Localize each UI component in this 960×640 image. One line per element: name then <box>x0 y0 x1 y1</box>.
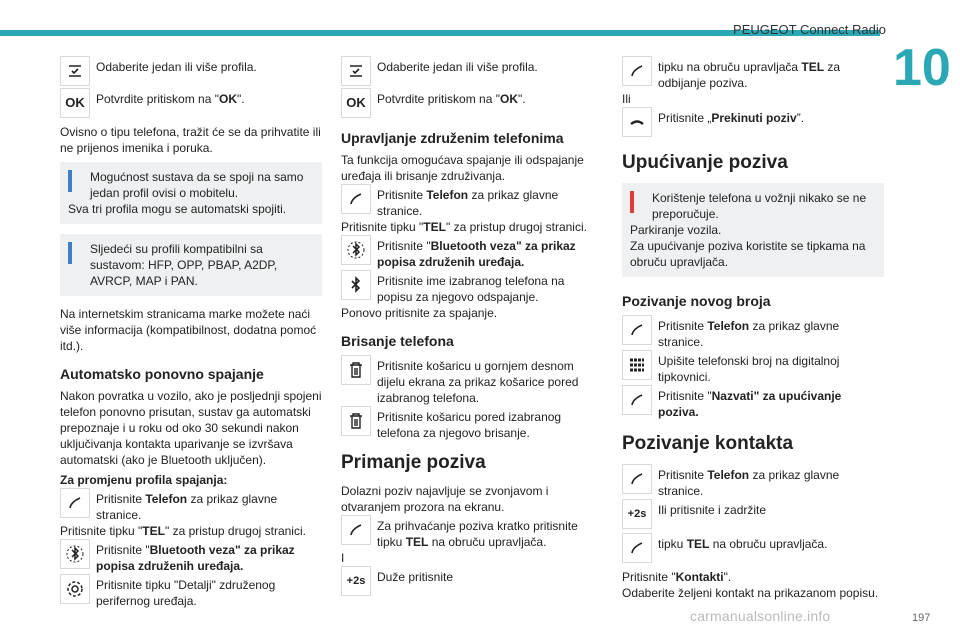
instruction-keypad <box>622 350 884 385</box>
section-heading: Brisanje telefona <box>341 333 454 349</box>
ok-icon: OK <box>341 88 371 118</box>
instruction-telefon <box>622 464 884 499</box>
instruction-hang-up <box>622 107 884 137</box>
instruction-text: Pritisnite „Prekinuti poziv”. <box>658 111 805 125</box>
instruction-text: tipku TEL na obruču upravljača. <box>658 537 828 551</box>
instruction-text: Ili pritisnite i zadržite <box>658 503 767 517</box>
paragraph: Pritisnite "Kontakti". <box>622 570 732 584</box>
instruction-text: Pritisnite "Bluetooth veza" za prikaz popisa združenih uređaja. <box>96 543 295 573</box>
instruction-details <box>60 574 322 609</box>
instruction-long-press <box>622 499 884 529</box>
instruction-text: Pritisnite ime izabranog telefona na popisu za njegovo odspajanje. <box>377 274 565 304</box>
instruction-call <box>622 385 884 420</box>
instruction-text: Potvrdite pritiskom na "OK". <box>377 92 526 106</box>
section-heading: Automatsko ponovno spajanje <box>60 366 264 382</box>
section-heading: Upravljanje združenim telefonima <box>341 130 564 146</box>
instruction-text: Pritisnite Telefon za prikaz glavne stranice. <box>658 319 840 349</box>
section-heading-large: Upućivanje poziva <box>622 152 788 173</box>
info-icon <box>68 242 72 264</box>
phone-handset-icon <box>622 533 652 563</box>
checkmark-list-icon <box>60 56 90 86</box>
info-box: Mogućnost sustava da se spoji na samo jedan profil ovisi o mobitelu. Sva tri profila mogu se automatski spojiti. <box>60 162 322 224</box>
bluetooth-settings-icon <box>60 539 90 569</box>
chapter-number: 10 <box>893 39 951 97</box>
instruction-disconnect <box>341 270 603 305</box>
instruction-text: Pritisnite Telefon za prikaz glavne stranice. <box>96 492 278 522</box>
info-box: Sljedeći su profili kompatibilni sa sustavom: HFP, OPP, PBAP, A2DP, AVRCP, MAP i PAN. <box>60 234 322 296</box>
checkmark-list-icon <box>341 56 371 86</box>
column-1 <box>60 56 322 609</box>
paragraph: Dolazni poziv najavljuje se zvonjavom i otvaranjem prozora na ekranu. <box>341 484 549 514</box>
watermark: carmanualsonline.info <box>690 608 831 624</box>
instruction-reject-call <box>622 56 884 91</box>
bluetooth-icon <box>341 270 371 300</box>
ok-icon: OK <box>60 88 90 118</box>
hang-up-icon <box>622 107 652 137</box>
instruction-text: Pritisnite tipku "Detalji" združenog perifernog uređaja. <box>96 578 276 608</box>
bluetooth-settings-icon <box>341 235 371 265</box>
instruction-text: Pritisnite košaricu pored izabranog telefona za njegovo brisanje. <box>377 410 562 440</box>
paragraph: Ponovo pritisnite za spajanje. <box>341 306 498 320</box>
instruction-text: Pritisnite "Nazvati" za upućivanje poziva. <box>658 389 842 419</box>
instruction-trash-top <box>341 355 603 406</box>
paragraph: Ili <box>622 92 631 106</box>
page-number: 197 <box>912 612 931 624</box>
phone-handset-icon <box>622 464 652 494</box>
header-title: PEUGEOT Connect Radio <box>733 22 886 37</box>
phone-handset-icon <box>341 515 371 545</box>
instruction-text: Pritisnite Telefon za prikaz glavne stranice. <box>658 468 840 498</box>
paragraph: Ovisno o tipu telefona, tražit će se da prihvatite ili ne prijenos imenika i poruka. <box>60 125 321 155</box>
column-2 <box>341 56 603 596</box>
instruction-text: tipku na obruču upravljača TEL za odbijanje poziva. <box>658 60 841 90</box>
phone-handset-icon <box>60 488 90 518</box>
paragraph: I <box>341 551 345 565</box>
paragraph: Nakon povratka u vozilo, ako je posljednji spojeni telefon ponovno prisutan, sustav ga automatski prepoznaje i u roku od oko 30 sekundi nakon uključivanja kontakta uparivanje se izvršava automatski (ako je Bluetooth uključen). <box>60 389 322 467</box>
instruction-confirm-ok <box>60 88 322 118</box>
instruction-text: Duže pritisnite <box>377 570 454 584</box>
instruction-tel-key <box>622 533 884 563</box>
instruction-select-profile <box>341 56 603 86</box>
paragraph: Ta funkcija omogućava spajanje ili odspajanje uređaja ili brisanje združivanja. <box>341 153 584 183</box>
instruction-select-profile <box>60 56 322 86</box>
section-heading-large: Primanje poziva <box>341 452 486 473</box>
instruction-long-press <box>341 566 603 596</box>
instruction-accept-call <box>341 515 603 550</box>
trash-icon <box>341 355 371 385</box>
paragraph: Pritisnite tipku "TEL" za pristup drugoj stranici. <box>60 524 306 538</box>
instruction-telefon <box>60 488 322 523</box>
instruction-telefon <box>341 184 603 219</box>
instruction-telefon <box>622 315 884 350</box>
instruction-trash-delete <box>341 406 603 441</box>
instruction-confirm-ok <box>341 88 603 118</box>
warning-icon <box>630 191 634 213</box>
instruction-text: Odaberite jedan ili više profila. <box>96 60 257 74</box>
instruction-text: Za prihvaćanje poziva kratko pritisnite tipku TEL na obruču upravljača. <box>377 519 578 549</box>
column-3 <box>622 56 884 601</box>
instruction-text: Pritisnite "Bluetooth veza" za prikaz popisa združenih uređaja. <box>377 239 576 269</box>
long-press-icon: +2s <box>622 499 652 529</box>
instruction-text: Odaberite jedan ili više profila. <box>377 60 538 74</box>
instruction-text: Upišite telefonski broj na digitalnoj tipkovnici. <box>658 354 840 384</box>
phone-handset-icon <box>341 184 371 214</box>
paragraph: Za promjenu profila spajanja: <box>60 473 228 487</box>
instruction-bluetooth <box>341 235 603 270</box>
phone-handset-icon <box>622 56 652 86</box>
phone-handset-icon <box>622 385 652 415</box>
trash-icon <box>341 406 371 436</box>
instruction-text: Pritisnite košaricu u gornjem desnom dijelu ekrana za prikaz košarice pored izabranog telefona. <box>377 359 579 405</box>
gear-icon <box>60 574 90 604</box>
instruction-text: Pritisnite Telefon za prikaz glavne stranice. <box>377 188 559 218</box>
keypad-icon <box>622 350 652 380</box>
instruction-bluetooth <box>60 539 322 574</box>
section-heading-large: Pozivanje kontakta <box>622 433 794 454</box>
info-icon <box>68 170 72 192</box>
phone-handset-icon <box>622 315 652 345</box>
warning-box: Korištenje telefona u vožnji nikako se ne preporučuje. Parkiranje vozila. Za upućivanje poziva koristite se tipkama na obruču upravljača. <box>622 183 884 277</box>
paragraph: Na internetskim stranicama marke možete naći više informacija (kompatibilnost, dodatna pomoć itd.). <box>60 307 317 353</box>
long-press-icon: +2s <box>341 566 371 596</box>
section-heading: Pozivanje novog broja <box>622 293 771 309</box>
instruction-text: Potvrdite pritiskom na "OK". <box>96 92 245 106</box>
paragraph: Pritisnite tipku "TEL" za pristup drugoj stranici. <box>341 220 587 234</box>
paragraph: Odaberite željeni kontakt na prikazanom popisu. <box>622 586 879 600</box>
